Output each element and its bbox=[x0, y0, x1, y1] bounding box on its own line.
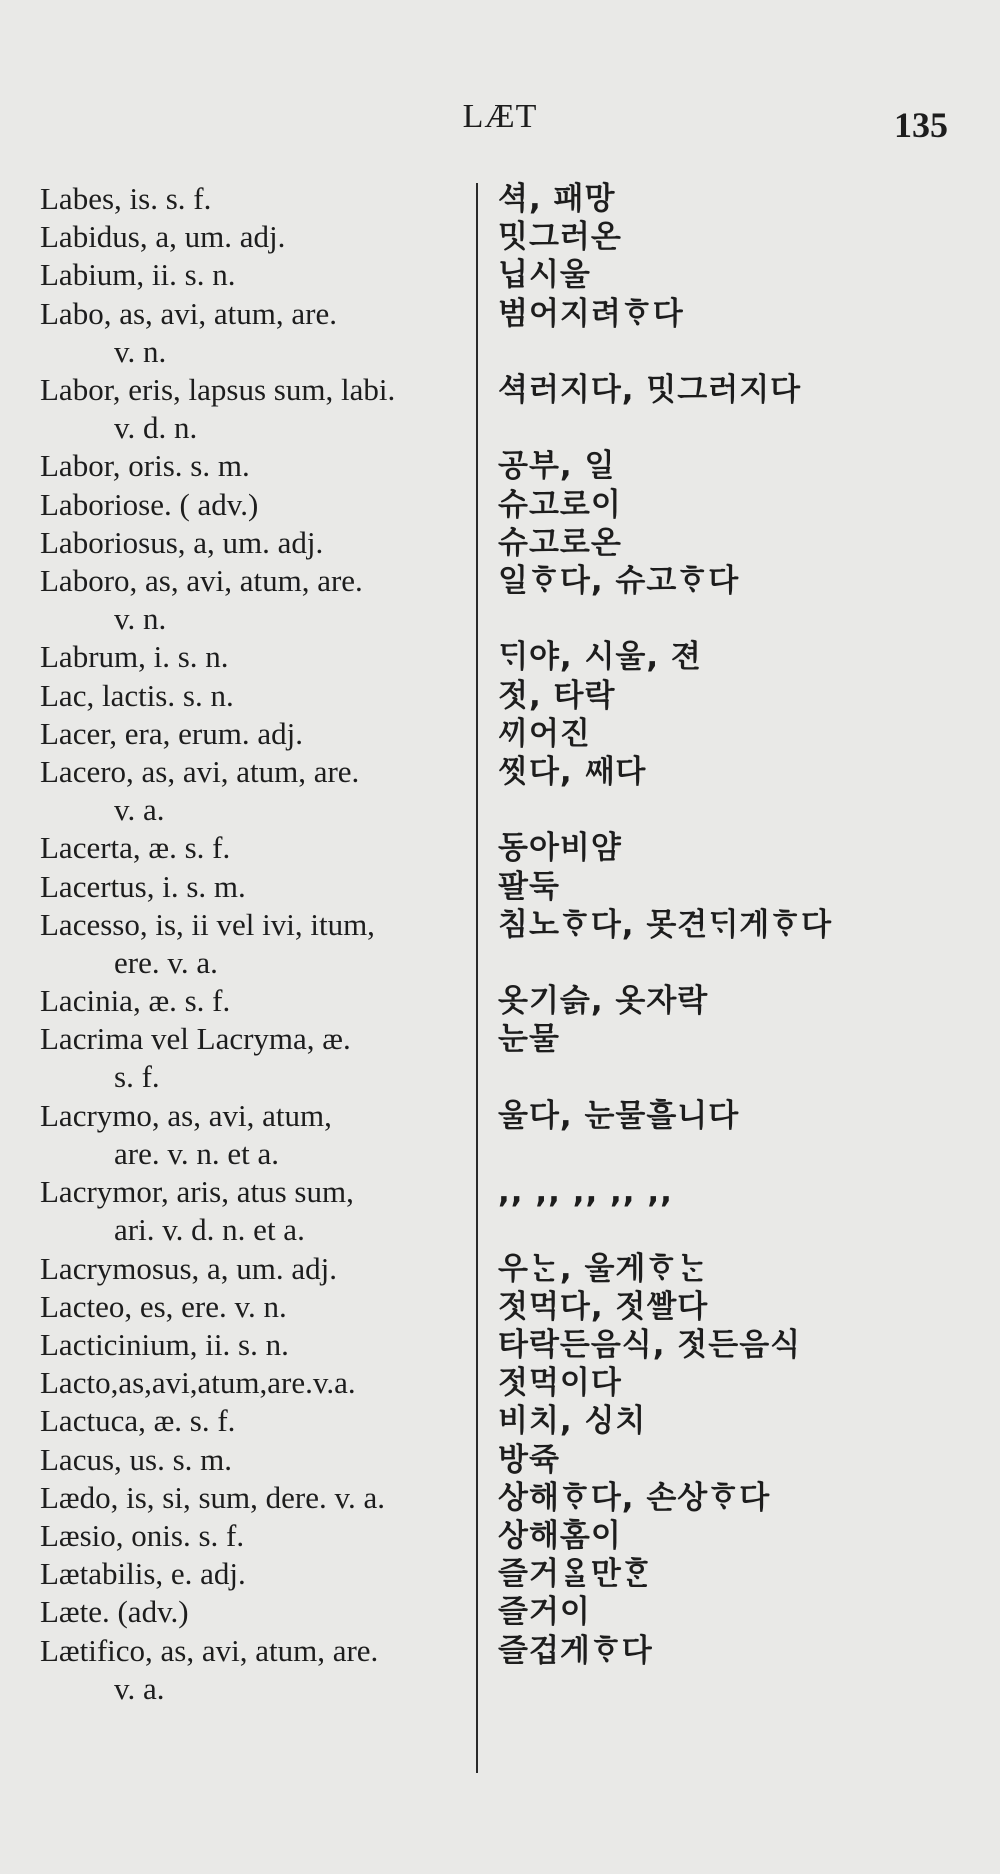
korean-gloss: 젓먹이다 bbox=[498, 1365, 622, 1401]
latin-entry bbox=[40, 447, 470, 485]
latin-headword: Lacrymor, aris, atus sum, bbox=[40, 1174, 354, 1209]
latin-headword: Lacertus, i. s. m. bbox=[40, 869, 246, 904]
korean-gloss: 일ᄒᆞ다, 슈고ᄒᆞ다 bbox=[498, 563, 740, 599]
korean-gloss: 셕, 패망 bbox=[498, 181, 616, 217]
latin-continuation: v. a. bbox=[114, 1671, 165, 1706]
latin-entry bbox=[40, 371, 470, 447]
korean-gloss: 밋그러온 bbox=[498, 219, 622, 255]
latin-headword: Labes, is. s. f. bbox=[40, 181, 212, 216]
latin-headword: Lætabilis, e. adj. bbox=[40, 1556, 246, 1591]
latin-entry bbox=[40, 180, 470, 218]
latin-headword: Laboriose. ( adv.) bbox=[40, 487, 259, 522]
latin-headword: Lacero, as, avi, atum, are. bbox=[40, 754, 360, 789]
korean-gloss: 우ᄂᆞᆫ, 울게ᄒᆞᄂᆞᆫ bbox=[498, 1251, 709, 1287]
latin-headword: Labo, as, avi, atum, are. bbox=[40, 296, 337, 331]
latin-entry bbox=[40, 1020, 470, 1096]
korean-gloss: 옷기슭, 옷자락 bbox=[498, 983, 709, 1019]
latin-continuation: v. d. n. bbox=[114, 410, 198, 445]
latin-entry bbox=[40, 1173, 470, 1249]
korean-gloss: 슈고로온 bbox=[498, 525, 622, 561]
latin-entry bbox=[40, 1479, 470, 1517]
latin-headword: Lacer, era, erum. adj. bbox=[40, 716, 303, 751]
korean-gloss: 타락든음식, 젓든음식 bbox=[498, 1327, 802, 1363]
latin-headword: Lædo, is, si, sum, dere. v. a. bbox=[40, 1480, 385, 1515]
latin-entry bbox=[40, 868, 470, 906]
latin-entry bbox=[40, 1288, 470, 1326]
latin-headword: Labium, ii. s. n. bbox=[40, 257, 236, 292]
latin-continuation: ari. v. d. n. et a. bbox=[114, 1212, 305, 1247]
korean-gloss: 젓먹다, 젓ᄲᅡᆯ다 bbox=[498, 1289, 709, 1325]
latin-entry bbox=[40, 218, 470, 256]
latin-headword: Lacesso, is, ii vel ivi, itum, bbox=[40, 907, 375, 942]
korean-gloss: 방쥭 bbox=[498, 1442, 560, 1478]
latin-entry bbox=[40, 1326, 470, 1364]
korean-gloss: 상해홈이 bbox=[498, 1518, 622, 1554]
korean-gloss: 울다, 눈물흘니다 bbox=[498, 1098, 740, 1134]
latin-headword: Læsio, onis. s. f. bbox=[40, 1518, 245, 1553]
korean-gloss: 상해ᄒᆞ다, 손상ᄒᆞ다 bbox=[498, 1480, 771, 1516]
latin-entry bbox=[40, 524, 470, 562]
korean-gloss: 즐겁게ᄒᆞ다 bbox=[498, 1633, 653, 1669]
latin-entry bbox=[40, 1441, 470, 1479]
latin-headword: Labrum, i. s. n. bbox=[40, 639, 229, 674]
column-divider bbox=[476, 183, 478, 1773]
korean-gloss: 침노ᄒᆞ다, 못견ᄃᆡ게ᄒᆞ다 bbox=[498, 907, 833, 943]
page-number: 135 bbox=[894, 105, 948, 145]
latin-headword: Lacrymo, as, avi, atum, bbox=[40, 1098, 332, 1133]
running-header: LÆT bbox=[462, 98, 538, 135]
latin-entry bbox=[40, 295, 470, 371]
latin-headword: Lactuca, æ. s. f. bbox=[40, 1403, 236, 1438]
latin-headword: Lacus, us. s. m. bbox=[40, 1442, 233, 1477]
korean-gloss: 공부, 일 bbox=[498, 448, 616, 484]
korean-gloss: 팔둑 bbox=[498, 869, 560, 905]
latin-continuation: v. n. bbox=[114, 601, 167, 636]
latin-headword: Lacteo, es, ere. v. n. bbox=[40, 1289, 287, 1324]
korean-gloss: ᄭᅵ어진 bbox=[498, 716, 591, 752]
latin-entry bbox=[40, 753, 470, 829]
latin-entry bbox=[40, 486, 470, 524]
korean-gloss: 동아비얌 bbox=[498, 830, 622, 866]
korean-gloss: 닙시울 bbox=[498, 257, 591, 293]
latin-headword: Lætifico, as, avi, atum, are. bbox=[40, 1633, 379, 1668]
korean-gloss: 셕러지다, 밋그러지다 bbox=[498, 372, 802, 408]
korean-gloss: ,, ,, ,, ,, ,, bbox=[498, 1174, 673, 1210]
latin-headword: Laboro, as, avi, atum, are. bbox=[40, 563, 363, 598]
korean-gloss: 젓, 타락 bbox=[498, 678, 616, 714]
latin-continuation: are. v. n. et a. bbox=[114, 1136, 279, 1171]
latin-entry bbox=[40, 982, 470, 1020]
latin-continuation: ere. v. a. bbox=[114, 945, 218, 980]
latin-entry bbox=[40, 677, 470, 715]
latin-headword: Labidus, a, um. adj. bbox=[40, 219, 286, 254]
korean-gloss: 즐거ᄋᆞᆯ만ᄒᆞᆫ bbox=[498, 1556, 653, 1592]
latin-entry bbox=[40, 829, 470, 867]
latin-continuation: v. a. bbox=[114, 792, 165, 827]
latin-entry bbox=[40, 256, 470, 294]
latin-headword: Læte. (adv.) bbox=[40, 1594, 189, 1629]
latin-headword: Lacticinium, ii. s. n. bbox=[40, 1327, 289, 1362]
korean-gloss: 범어지려ᄒᆞ다 bbox=[498, 296, 684, 332]
latin-headword: Lacerta, æ. s. f. bbox=[40, 830, 231, 865]
latin-entry bbox=[40, 1364, 470, 1402]
latin-entry bbox=[40, 1250, 470, 1288]
latin-entry bbox=[40, 715, 470, 753]
latin-entry bbox=[40, 1632, 470, 1708]
latin-continuation: s. f. bbox=[114, 1059, 160, 1094]
latin-entry bbox=[40, 1555, 470, 1593]
latin-headword: Lacinia, æ. s. f. bbox=[40, 983, 231, 1018]
latin-headword: Lacrymosus, a, um. adj. bbox=[40, 1251, 338, 1286]
latin-entry bbox=[40, 1593, 470, 1631]
latin-entry bbox=[40, 1097, 470, 1173]
latin-headword: Labor, eris, lapsus sum, labi. bbox=[40, 372, 396, 407]
latin-headword: Lac, lactis. s. n. bbox=[40, 678, 234, 713]
latin-headword: Lacto,as,avi,atum,are.v.a. bbox=[40, 1365, 356, 1400]
latin-entry bbox=[40, 906, 470, 982]
latin-headword: Laboriosus, a, um. adj. bbox=[40, 525, 324, 560]
latin-entry bbox=[40, 562, 470, 638]
latin-headword: Lacrima vel Lacryma, æ. bbox=[40, 1021, 351, 1056]
korean-gloss: 즐거이 bbox=[498, 1594, 591, 1630]
latin-entry bbox=[40, 638, 470, 676]
latin-entry bbox=[40, 1402, 470, 1440]
korean-gloss: 비치, 싱치 bbox=[498, 1403, 647, 1439]
korean-gloss: ᄃᆡ야, 시울, 젼 bbox=[498, 639, 702, 675]
latin-continuation: v. n. bbox=[114, 334, 167, 369]
latin-headword: Labor, oris. s. m. bbox=[40, 448, 250, 483]
korean-gloss: 눈물 bbox=[498, 1021, 560, 1057]
latin-entry bbox=[40, 1517, 470, 1555]
korean-gloss: 슈고로이 bbox=[498, 487, 622, 523]
korean-gloss: ᄶᅵᆺ다, ᄶᅢ다 bbox=[498, 754, 647, 790]
